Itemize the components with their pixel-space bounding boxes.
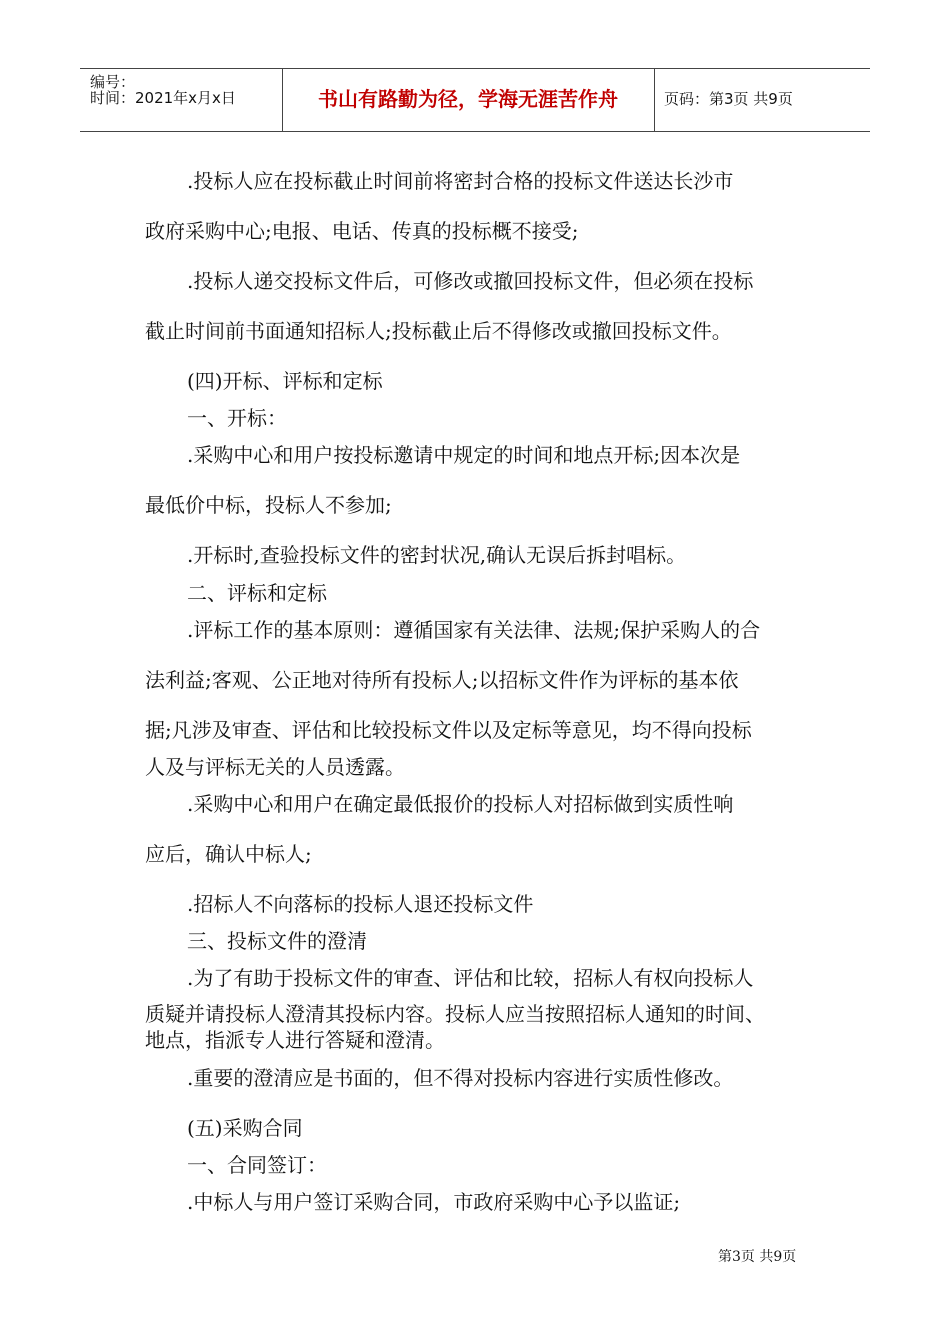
page-code: 页码：第3页 共9页 — [664, 90, 793, 108]
body-line: .采购中心和用户按投标邀请中规定的时间和地点开标;因本次是 — [187, 443, 741, 467]
body-line: .重要的澄清应是书面的，但不得对投标内容进行实质性修改。 — [187, 1066, 734, 1090]
body-line: .中标人与用户签订采购合同，市政府采购中心予以监证; — [187, 1190, 681, 1214]
body-line: 据;凡涉及审查、评估和比较投标文件以及定标等意见，均不得向投标 — [145, 718, 752, 742]
body-line: .投标人应在投标截止时间前将密封合格的投标文件送达长沙市 — [187, 169, 734, 193]
section-heading: (五)采购合同 — [187, 1116, 303, 1140]
body-line: 法利益;客观、公正地对待所有投标人;以招标文件作为评标的基本依 — [145, 668, 739, 692]
body-line: .投标人递交投标文件后，可修改或撤回投标文件，但必须在投标 — [187, 269, 754, 293]
body-line: 政府采购中心;电报、电话、传真的投标概不接受; — [145, 219, 579, 243]
body-line: .采购中心和用户在确定最低报价的投标人对招标做到实质性响 — [187, 792, 734, 816]
body-line: 人及与评标无关的人员透露。 — [145, 755, 405, 779]
section-heading: (四)开标、评标和定标 — [187, 369, 383, 393]
body-line: 质疑并请投标人澄清其投标内容。投标人应当按照招标人通知的时间、 — [145, 1002, 765, 1026]
body-line: .评标工作的基本原则：遵循国家有关法律、法规;保护采购人的合 — [187, 618, 761, 642]
body-line: 地点，指派专人进行答疑和澄清。 — [145, 1028, 445, 1052]
page-footer: 第3页 共9页 — [718, 1249, 797, 1265]
page-header — [80, 68, 870, 132]
subsection-heading: 二、评标和定标 — [187, 581, 327, 605]
body-line: .为了有助于投标文件的审查、评估和比较，招标人有权向投标人 — [187, 966, 754, 990]
header-page-cell — [654, 69, 870, 131]
body-line: .招标人不向落标的投标人退还投标文件 — [187, 892, 534, 916]
subsection-heading: 一、开标： — [187, 406, 287, 430]
number-label: 编号： — [90, 73, 136, 91]
body-line: 最低价中标，投标人不参加; — [145, 493, 392, 517]
body-line: .开标时,查验投标文件的密封状况,确认无误后拆封唱标。 — [187, 543, 687, 567]
subsection-heading: 三、投标文件的澄清 — [187, 929, 367, 953]
body-line: 应后，确认中标人; — [145, 842, 312, 866]
header-motto-cell — [282, 69, 655, 131]
subsection-heading: 一、合同签订： — [187, 1153, 327, 1177]
motto: 书山有路勤为径，学海无涯苦作舟 — [318, 87, 618, 111]
header-meta-cell — [80, 69, 283, 131]
body-line: 截止时间前书面通知招标人;投标截止后不得修改或撤回投标文件。 — [145, 319, 732, 343]
date-label: 时间：2021年x月x日 — [90, 89, 236, 107]
